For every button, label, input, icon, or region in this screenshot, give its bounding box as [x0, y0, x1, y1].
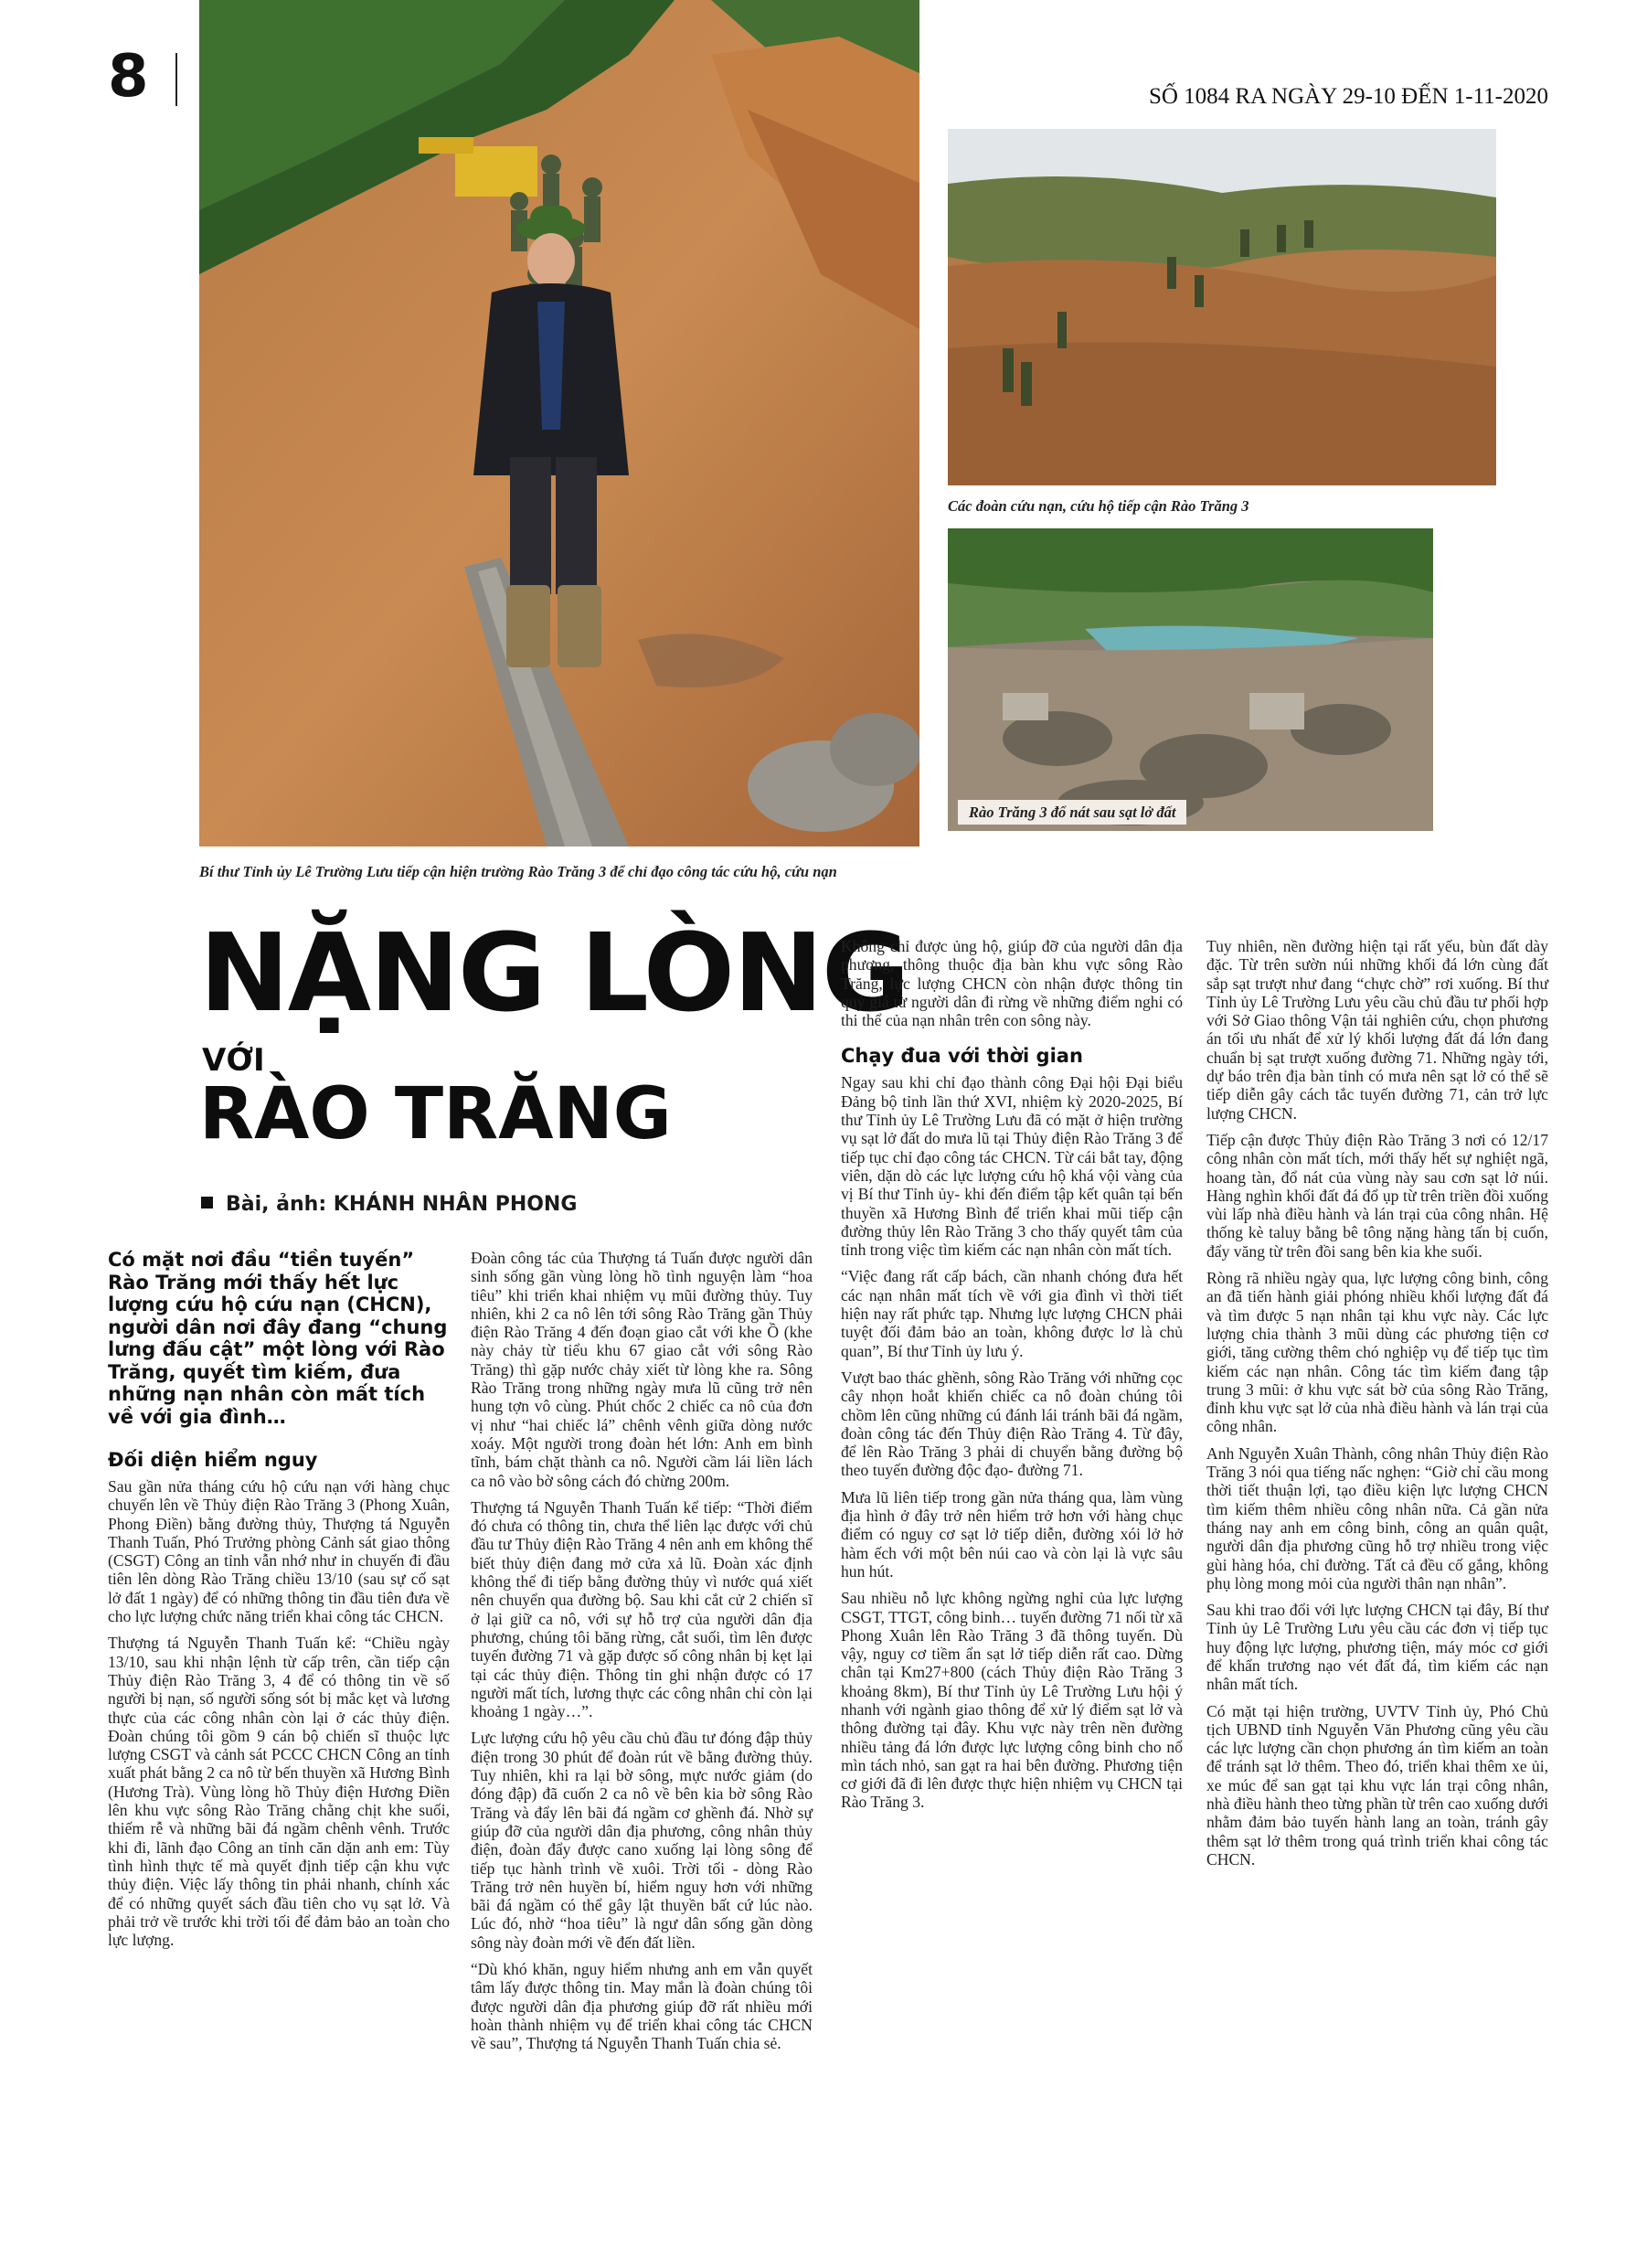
destroyed-site-caption: Rào Trăng 3 đổ nát sau sạt lở đất: [958, 800, 1186, 825]
paragraph: Anh Nguyễn Xuân Thành, công nhân Thủy điện Rào Trăng 3 nói qua tiếng nấc nghẹn: “Giờ chỉ cầu mong thời tiết thuận lợi, tạo điều kiện lực lượng CHCN tìm kiếm thêm nhiều công nhân nữa. Cả gần nửa tháng nay anh em công binh, công an quân quật, người dân địa phương cũng hỗ trợ nhiều trong việc gùi hàng hóa, chỉ đường. Tất cả đều cố gắng, không phụ lòng mong mỏi của người thân nạn nhân”.: [1206, 1443, 1548, 1592]
article-column-1: [108, 1249, 450, 1957]
paragraph: Lực lượng cứu hộ yêu cầu chủ đầu tư đóng đập thủy điện trong 30 phút để đoàn rút về bằng đường thủy. Tuy nhiên, khi ra lại bờ sông, mực nước giảm (do đóng đập) đã cuốn 2 ca nô về bên kia bờ sông Rào Trăng và đẩy lên bãi đá ngầm cơ ghềnh đá. Nhờ sự giúp đỡ của người dân địa phương, công nhân thủy điện, đoàn đẩy được cano xuống lại lòng sông để tiếp tục hành trình về xuôi. Trời tối - dòng Rào Trăng trở nên huyền bí, hiểm nguy hơn với những bãi đá ngầm có thể gây lật thuyền bất cứ lúc nào. Lúc đó, nhờ “hoa tiêu” là ngư dân sống gần dòng sông này đoàn mới về đến đất liền.: [471, 1729, 813, 1952]
paragraph: Đoàn công tác của Thượng tá Tuấn được người dân sinh sống gần vùng lòng hồ tình nguyện làm “hoa tiêu” khi triển khai nhiệm vụ mũi đường thủy. Tuy nhiên, khi 2 ca nô lên tới sông Rào Trăng gần Thủy điện Rào Trăng 4 đến đoạn giao cắt với khe Ồ (khe này chảy từ tiểu khu 67 giao cắt với sông Rào Trăng) thì gặp nước chảy xiết từ lòng khe ra. Sông Rào Trăng trong những ngày mưa lũ cũng trở nên hung tợn vô cùng. Phút chốc 2 chiếc ca nô của đơn vị như “hai chiếc lá” chênh vênh giữa dòng nước xoáy. Một người trong đoàn hét lớn: Anh em bình tĩnh, bám chặt thành ca nô. Người cầm lái liền lách ca nô vào bờ sông cách đó chừng 200m.: [471, 1249, 813, 1490]
paragraph: Tuy nhiên, nền đường hiện tại rất yếu, bùn đất dày đặc. Từ trên sườn núi những khối đá lớn cùng đất sắp sạt trượt như đang “chực chờ” rơi xuống. Bí thư Tỉnh ủy Lê Trường Lưu yêu cầu chủ đầu tư phối hợp với Sở Giao thông Vận tải nghiên cứu, chọn phương án tối ưu nhất để xử lý khối lượng đất đá lớn đang chuẩn bị sạt trượt xuống đường 71. Những ngày tới, dự báo trên địa bàn tỉnh có mưa nên sạt lở có thể sẽ tiếp diễn gây cách tắc tuyến đường 71, cản trở lực lượng CHCN.: [1206, 937, 1548, 1123]
paragraph: Ròng rã nhiều ngày qua, lực lượng công binh, công an đã tiến hành giải phóng nhiều khối lượng đất đá và tìm được 5 nạn nhân tại khu vực này. Các lực lượng chia thành 3 mũi dùng các phương tiện cơ giới, tăng cường thêm chó nghiệp vụ để tiếp tục tìm kiếm các nạn nhân. Công tác tìm kiếm đang tập trung 3 mũi: ở khu vực sát bờ của sông Rào Trăng, đỉnh khu vực sạt lở của nhà điều hành và lán trại của công nhân.: [1206, 1269, 1548, 1436]
paragraph: “Việc đang rất cấp bách, cần nhanh chóng đưa hết các nạn nhân mất tích về với gia đình vì thời tiết hiện nay rất phức tạp. Nhưng lực lượng CHCN phải tuyệt đối đảm bảo an toàn, không được lơ là chủ quan”, Bí thư Tỉnh ủy lưu ý.: [841, 1267, 1183, 1360]
byline: [201, 1193, 577, 1216]
paragraph: Không chỉ được ủng hộ, giúp đỡ của người dân địa phương, thông thuộc địa bàn khu vực sông Rào Trăng, lực lượng CHCN còn nhận được thông tin quý giá từ người dân đi rừng về những điểm nghi có thi thể của nạn nhân trên con sông này.: [841, 937, 1183, 1030]
main-photo-caption: Bí thư Tỉnh ủy Lê Trường Lưu tiếp cận hiện trường Rào Trăng 3 để chỉ đạo công tác cứu hộ, cứu nạn: [199, 863, 837, 880]
landslide-road-illustration: [199, 0, 919, 847]
header-divider: [175, 53, 177, 106]
article-column-3: [841, 937, 1183, 1820]
subheading-race: Chạy đua với thời gian: [841, 1045, 1083, 1068]
article-column-4: [1206, 937, 1548, 1877]
paragraph: Ngay sau khi chỉ đạo thành công Đại hội Đại biểu Đảng bộ tỉnh lần thứ XVI, nhiệm kỳ 2020-2025, Bí thư Tỉnh ủy Lê Trường Lưu đã có mặt ở hiện trường vụ sạt lở đất do mưa lũ tại Thủy điện Rào Trăng 3 để tiếp tục chỉ đạo công tác CHCN. Từ cái bắt tay, động viên, dặn dò các lực lượng cứu hộ khá vội vàng của vị Bí thư Tỉnh ủy- khi đến điểm tập kết quân tại bến thuyền xã Hương Bình để triển khai mũi tiếp cận đường thủy lên Rào Trăng 3 cho thấy quyết tâm của tỉnh trong việc tìm kiếm các nạn nhân còn mất tích.: [841, 1073, 1183, 1260]
headline-line-1: NẶNG LÒNG: [199, 910, 909, 1036]
paragraph: Có mặt tại hiện trường, UVTV Tỉnh ủy, Phó Chủ tịch UBND tỉnh Nguyễn Văn Phương cũng yêu cầu các lực lượng cần chọn phương án tìm kiếm an toàn để tránh sạt lở thêm. Theo đó, triển khai thêm xe ủi, xe múc để san gạt tại khu vực lán trại công nhân, nhà điều hành theo từng phần từ trên cao xuống dưới nhằm đảm bảo tuyến hành lang an toàn, tránh gây thêm sạt lở thêm trong quá trình triển khai công tác CHCN.: [1206, 1701, 1548, 1869]
paragraph: Sau khi trao đổi với lực lượng CHCN tại đây, Bí thư Tỉnh ủy Lê Trường Lưu yêu cầu các đơn vị tiếp tục huy động lực lượng, phương tiện, máy móc cơ giới để khẩn trương nạo vét đất đá, tìm kiếm các nạn nhân mất tích.: [1206, 1601, 1548, 1694]
paragraph: Sau nhiều nỗ lực không ngừng nghỉ của lực lượng CSGT, TTGT, công binh… tuyến đường 71 nối từ xã Phong Xuân lên Rào Trăng 3 đã thông tuyến. Dù vậy, nguy cơ tiềm ẩn sạt lở tiếp diễn rất cao. Dừng chân tại Km27+800 (cách Thủy điện Rào Trăng 3 khoảng 8km), Bí thư Tỉnh ủy Lê Trường Lưu hội ý nhanh với ngành giao thông để xử lý điểm sạt lở và thông đường tại đây. Khu vực này trên nền đường nhiều tảng đá lớn được lực lượng công binh cho nổ mìn tách nhỏ, san gạt ra hai bên đường. Phương tiện cơ giới đã đi lên được thực hiện nhiệm vụ CHCN tại Rào Trăng 3.: [841, 1589, 1183, 1812]
subheading-danger: Đối diện hiểm nguy: [108, 1449, 318, 1471]
paragraph: Vượt bao thác ghềnh, sông Rào Trăng với những cọc cây nhọn hoắt khiến chiếc ca nô đoàn chúng tôi chồm lên cũng những cú đánh lái tránh bãi đá ngầm, đoàn công tác đến Thủy điện Rào Trăng 4. Từ đây, để lên Rào Trăng 3 phải di chuyển bằng đường bộ theo tuyến đường độc đạo- đường 71.: [841, 1368, 1183, 1480]
page-number: 8: [108, 43, 149, 111]
headline-line-2: VỚI: [202, 1042, 265, 1079]
article-column-2: [471, 1249, 813, 2060]
issue-info: SỐ 1084 RA NGÀY 29-10 ĐẾN 1-11-2020: [1148, 84, 1548, 109]
paragraph: Thượng tá Nguyễn Thanh Tuấn kể tiếp: “Thời điểm đó chưa có thông tin, chưa thể liên lạc được với chủ đầu tư Thủy điện Rào Trăng 4 nên anh em không thể biết thủy điện đang mở cửa xả lũ. Đoàn xác định không thể đi tiếp bằng đường thủy vì nước quá xiết nên chuyển qua đường bộ. Sau khi cắt cử 2 chiến sĩ ở lại giữ ca nô, với sự hỗ trợ của người dân địa phương, chúng tôi băng rừng, cắt suối, tìm lên được tuyến đường 71 và gặp được số công nhân bị kẹt lại tại các thủy điện. Thông tin ghi nhận được có 17 người mất tích, lương thực các công nhân chỉ còn lại khoảng 1 ngày…”.: [471, 1497, 813, 1721]
byline-square-icon: [201, 1197, 213, 1209]
byline-text: Bài, ảnh: KHÁNH NHÂN PHONG: [226, 1193, 578, 1216]
paragraph: Sau gần nửa tháng cứu hộ cứu nạn với hàng chục chuyến lên về Thủy điện Rào Trăng 3 (Phong Xuân, Phong Điền) bằng đường thủy, Thượng tá Nguyễn Thanh Tuấn, Phó Trưởng phòng Cảnh sát giao thông (CSGT) Công an tỉnh vẫn nhớ như in chuyến đi đầu tiên lên dòng Rào Trăng chiều 13/10 (sau sự cố sạt lở đất 1 ngày) để có những thông tin đầu tiên đưa về cho lực lượng chức năng triển khai công tác CHCN.: [108, 1477, 450, 1626]
rescue-team-caption: Các đoàn cứu nạn, cứu hộ tiếp cận Rào Trăng 3: [948, 497, 1249, 515]
paragraph: Tiếp cận được Thủy điện Rào Trăng 3 nơi có 12/17 công nhân còn mất tích, mới thấy hết sự nghiệt ngã, hoang tàn, đổ nát của vùng này sau cơn sạt lở núi. Hàng nghìn khối đất đá đổ ụp từ trên triền đồi xuống vùi lấp nhà điều hành và lán trại của công nhân. Hệ thống kè taluy bằng bê tông nặng hàng tấn bị cuốn, đẩy văng từ trên đồi sang bên kia khe suối.: [1206, 1130, 1548, 1261]
paragraph: Mưa lũ liên tiếp trong gần nửa tháng qua, làm vùng địa hình ở đây trở nên hiểm trở hơn với hàng chục điểm có nguy cơ sạt lở tiếp diễn, đường xói lở hở hàm ếch với một bên núi cao và còn lại là vực sâu hun hút.: [841, 1487, 1183, 1581]
rescue-team-photo: [948, 129, 1496, 485]
headline-line-3: RÀO TRĂNG: [199, 1073, 672, 1155]
rescue-team-illustration: [948, 129, 1496, 485]
main-photo: [199, 0, 919, 847]
paragraph: “Dù khó khăn, nguy hiểm nhưng anh em vẫn quyết tâm lấy được thông tin. May mắn là đoàn chúng tôi được người dân địa phương giúp đỡ rất nhiều mới hoàn thành nhiệm vụ để triển khai công tác CHCN về sau”, Thượng tá Nguyễn Thanh Tuấn chia sẻ.: [471, 1959, 813, 2053]
article-lead: Có mặt nơi đầu “tiền tuyến” Rào Trăng mới thấy hết lực lượng cứu hộ cứu nạn (CHCN), người dân nơi đây đang “chung lưng đấu cật” một lòng với Rào Trăng, quyết tìm kiếm, đưa những nạn nhân còn mất tích về với gia đình…: [108, 1249, 448, 1428]
paragraph: Thượng tá Nguyễn Thanh Tuấn kể: “Chiều ngày 13/10, sau khi nhận lệnh từ cấp trên, cần tiếp cận Thủy điện Rào Trăng 3, 4 để có thông tin về số người bị nạn, số người sống sót bị mắc kẹt và lương thực của các công nhân còn lại ở các thủy điện. Đoàn chúng tôi gồm 9 cán bộ chiến sĩ thuộc lực lượng CSGT và cảnh sát PCCC CHCN Công an tỉnh xuất phát bằng 2 ca nô từ bến thuyền xã Hương Bình (Hương Trà). Vùng lòng hồ Thủy điện Hương Điền lên khu vực sông Rào Trăng chằng chịt khe suối, thiếm rễ và những bãi đá ngầm chênh vênh. Trước khi đi, lãnh đạo Công an tỉnh căn dặn anh em: Tùy tình hình thực tế mà quyết định tiếp cận khu vực thủy điện. Việc lấy thông tin phải nhanh, chính xác để có những quyết sách đầu tiên cho vụ sạt lở. Và phải trở về trước khi trời tối để đảm bảo an toàn cho lực lượng.: [108, 1634, 450, 1950]
destroyed-site-illustration: [948, 528, 1433, 831]
destroyed-site-photo: [948, 528, 1433, 831]
